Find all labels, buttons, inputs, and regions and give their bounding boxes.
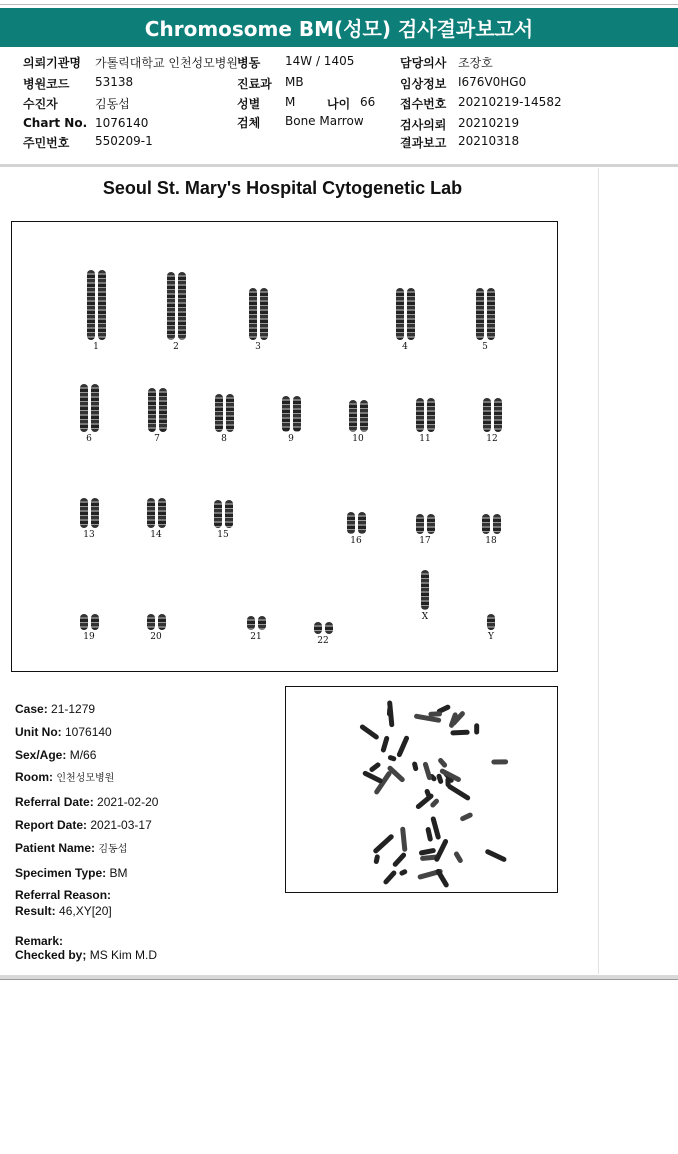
metaphase-chromosome (433, 838, 448, 863)
sexage-label: Sex/Age: (15, 747, 67, 762)
chromosome-pair-1 (84, 270, 108, 352)
chromosome (487, 288, 495, 340)
chromosome (476, 288, 484, 340)
chromosome (396, 288, 404, 340)
chromosome-pair-5 (473, 288, 497, 352)
chromosome-label: X (421, 612, 429, 622)
reportdate-label: Report Date: (15, 817, 88, 832)
metaphase-chromosome (436, 773, 444, 784)
chromosome-pair-7 (145, 388, 169, 444)
chromosome (87, 270, 95, 340)
chromosome-label: 19 (83, 632, 95, 642)
chromosome (178, 272, 186, 340)
chromosome (421, 570, 429, 610)
metaphase-image (285, 686, 558, 893)
report-label: 결과보고 (400, 136, 447, 150)
chromosome (158, 498, 166, 528)
chromosome (214, 500, 222, 528)
chromosome-label: 2 (173, 342, 179, 352)
metaphase-chromosome (368, 761, 381, 773)
chart-label: Chart No. (23, 116, 88, 130)
chromosome-pair-X (413, 570, 437, 622)
chromosome-pair-15 (211, 500, 235, 540)
reportdate-row (15, 814, 158, 837)
metaphase-chromosome (387, 707, 393, 717)
chromosome (247, 616, 255, 630)
result-value: 46,XY[20] (59, 904, 112, 919)
chromosome-label: 9 (288, 434, 294, 444)
patientname-row (15, 837, 158, 862)
chromosome (494, 398, 502, 432)
id-label: 주민번호 (23, 136, 70, 150)
metaphase-chromosome (380, 735, 390, 753)
chromosome (482, 514, 490, 534)
chromosome (158, 614, 166, 630)
chromosome-label: 7 (154, 434, 160, 444)
metaphase-chromosome (415, 793, 435, 810)
age-label: 나이 (327, 97, 351, 111)
reason-row (15, 888, 158, 902)
unit-value: 1076140 (65, 724, 112, 739)
chromosome (416, 398, 424, 432)
metaphase-chromosome (425, 827, 433, 842)
metaphase-chromosome (453, 851, 464, 864)
section-divider (0, 164, 678, 167)
chromosome-pair-22 (311, 622, 335, 646)
chromosome-label: 12 (486, 434, 498, 444)
lab-title: Seoul St. Mary's Hospital Cytogenetic Lab (102, 178, 463, 198)
chromosome (225, 500, 233, 528)
chromosome-label: 5 (482, 342, 488, 352)
chart-value: 1076140 (95, 116, 149, 130)
clinical-label: 임상정보 (400, 77, 447, 91)
metaphase-chromosome (419, 848, 437, 856)
metaphase-chromosome (491, 759, 508, 764)
case-label: Case: (15, 702, 48, 716)
room-row (15, 766, 158, 791)
chromosome-label: 21 (250, 632, 262, 642)
chromosome (293, 396, 301, 432)
doctor-label: 담당의사 (400, 56, 447, 70)
chromosome (416, 514, 424, 534)
chromosome-pair-Y (479, 614, 503, 642)
sex-value: M (285, 95, 296, 109)
chromosome-label: 15 (217, 530, 229, 540)
chromosome-pair-2 (164, 272, 188, 352)
chromosome-label: 1 (93, 342, 99, 352)
metaphase-chromosome (474, 723, 479, 734)
chromosome (147, 614, 155, 630)
metaphase-chromosome (373, 854, 380, 865)
chromosome-pair-16 (344, 512, 368, 546)
patientname-label: Patient Name: (15, 840, 96, 855)
report-value: 20210318 (458, 134, 520, 148)
metaphase-chromosome (392, 852, 407, 868)
ward-label: 병동 (237, 56, 261, 70)
dept-value: MB (285, 75, 304, 89)
metaphase-chromosome (372, 833, 395, 854)
metaphase-chromosome (428, 711, 442, 716)
chromosome-pair-8 (212, 394, 236, 444)
specimen-label: 검체 (237, 116, 261, 130)
chromosome-pair-17 (413, 514, 437, 546)
chromosome (325, 622, 333, 634)
metaphase-chromosome (450, 730, 469, 736)
metaphase-chromosome (412, 761, 419, 771)
chromosome (148, 388, 156, 432)
chromosome (80, 614, 88, 630)
bottom-divider-line (0, 979, 678, 980)
code-value: 53138 (95, 75, 134, 89)
hospital-value: 가톨릭대학교 인천성모병원 (95, 56, 238, 70)
chromosome-pair-11 (413, 398, 437, 444)
unit-row (15, 721, 158, 744)
case-details (15, 698, 158, 962)
chromosome-pair-19 (77, 614, 101, 642)
chromosome (493, 514, 501, 534)
case-value: 21-1279 (51, 702, 96, 716)
chromosome (167, 272, 175, 340)
chromosome (358, 512, 366, 534)
chromosome (159, 388, 167, 432)
report-title: Chromosome BM(성모) 검사결과보고서 (0, 8, 678, 47)
header-divider (0, 4, 678, 5)
metaphase-chromosome (459, 812, 473, 822)
chromosome (249, 288, 257, 340)
receipt-value: 20210219-14582 (458, 95, 562, 109)
chromosome-label: 3 (255, 342, 261, 352)
chromosome-pair-9 (279, 396, 303, 444)
metaphase-chromosome (362, 770, 384, 784)
patient-value: 김동섭 (95, 97, 130, 111)
chromosome (215, 394, 223, 432)
chromosome (91, 384, 99, 432)
metaphase-chromosome (373, 770, 392, 795)
chromosome (147, 498, 155, 528)
chromosome (91, 498, 99, 528)
chromosome (347, 512, 355, 534)
specimentype-row (15, 862, 158, 885)
chromosome (407, 288, 415, 340)
chromosome-label: 22 (317, 636, 329, 646)
room-label: Room: (15, 770, 53, 785)
id-value: 550209-1 (95, 134, 153, 148)
right-margin-line (598, 168, 599, 974)
chromosome (260, 288, 268, 340)
clinical-value: I676V0HG0 (458, 75, 527, 89)
remark-label: Remark: (15, 934, 64, 949)
chromosome-pair-18 (479, 514, 503, 546)
chromosome-label: Y (488, 632, 494, 642)
karyogram-panel (11, 221, 558, 672)
chromosome-label: 10 (352, 434, 364, 444)
chromosome-pair-6 (77, 384, 101, 444)
chromosome (226, 394, 234, 432)
referral-row (15, 791, 158, 814)
chromosome-pair-12 (480, 398, 504, 444)
case-row (15, 698, 158, 721)
chromosome (282, 396, 290, 432)
specimen-value: Bone Marrow (285, 114, 364, 128)
chromosome-pair-4 (393, 288, 417, 352)
checked-label: Checked by; (15, 948, 87, 963)
chromosome-label: 4 (402, 342, 408, 352)
metaphase-chromosome (359, 724, 380, 741)
metaphase-chromosome (399, 868, 408, 876)
patient-info-table (0, 48, 678, 164)
chromosome (80, 384, 88, 432)
hospital-label: 의뢰기관명 (23, 56, 81, 70)
reportdate-value: 2021-03-17 (90, 817, 152, 832)
metaphase-chromosome (387, 754, 397, 761)
chromosome-pair-21 (244, 616, 268, 642)
chromosome (360, 400, 368, 432)
metaphase-chromosome (396, 735, 410, 758)
specimentype-value: BM (109, 865, 128, 880)
chromosome-label: 8 (221, 434, 227, 444)
chromosome (91, 614, 99, 630)
chromosome (80, 498, 88, 528)
metaphase-chromosome (400, 826, 407, 852)
chromosome (349, 400, 357, 432)
code-label: 병원코드 (23, 77, 70, 91)
chromosome-pair-13 (77, 498, 101, 540)
metaphase-chromosome (484, 848, 507, 862)
chromosome-label: 14 (150, 530, 162, 540)
dept-label: 진료과 (237, 77, 272, 91)
patientname-value: 김동섭 (98, 843, 128, 855)
remark-row (15, 934, 158, 948)
reason-label: Referral Reason: (15, 888, 112, 903)
referral-label: Referral Date: (15, 795, 94, 810)
chromosome (427, 398, 435, 432)
chromosome (427, 514, 435, 534)
sex-label: 성별 (237, 97, 261, 111)
specimentype-label: Specimen Type: (15, 865, 107, 880)
metaphase-chromosome (446, 783, 471, 801)
result-row (15, 902, 158, 920)
chromosome (487, 614, 495, 630)
metaphase-spread (286, 687, 557, 892)
result-label: Result: (15, 904, 56, 919)
referral-value: 2021-02-20 (97, 795, 159, 810)
ward-value: 14W / 1405 (285, 54, 355, 68)
sexage-row (15, 744, 158, 767)
chromosome (483, 398, 491, 432)
doctor-value: 조장호 (458, 56, 493, 70)
chromosome-pair-3 (246, 288, 270, 352)
chromosome-label: 6 (86, 434, 92, 444)
chromosome (258, 616, 266, 630)
metaphase-chromosome (382, 869, 397, 885)
chromosome (314, 622, 322, 634)
age-value: 66 (360, 95, 376, 109)
checked-value: MS Kim M.D (89, 948, 158, 963)
metaphase-chromosome (437, 757, 448, 769)
chromosome-pair-20 (144, 614, 168, 642)
receipt-label: 접수번호 (400, 97, 447, 111)
unit-label: Unit No: (15, 724, 62, 739)
checked-row (15, 948, 158, 962)
sexage-value: M/66 (69, 747, 97, 762)
room-value: 인천성모병원 (56, 773, 115, 785)
chromosome (98, 270, 106, 340)
chromosome-pair-14 (144, 498, 168, 540)
chromosome-label: 13 (83, 530, 95, 540)
chromosome-pair-10 (346, 400, 370, 444)
metaphase-chromosome (422, 761, 432, 780)
chromosome-label: 20 (150, 632, 162, 642)
chromosome-label: 16 (350, 536, 362, 546)
chromosome-label: 11 (419, 434, 431, 444)
chromosome-label: 18 (485, 536, 497, 546)
chromosome-label: 17 (419, 536, 431, 546)
request-label: 검사의뢰 (400, 118, 447, 132)
request-value: 20210219 (458, 116, 520, 130)
patient-label: 수진자 (23, 97, 58, 111)
